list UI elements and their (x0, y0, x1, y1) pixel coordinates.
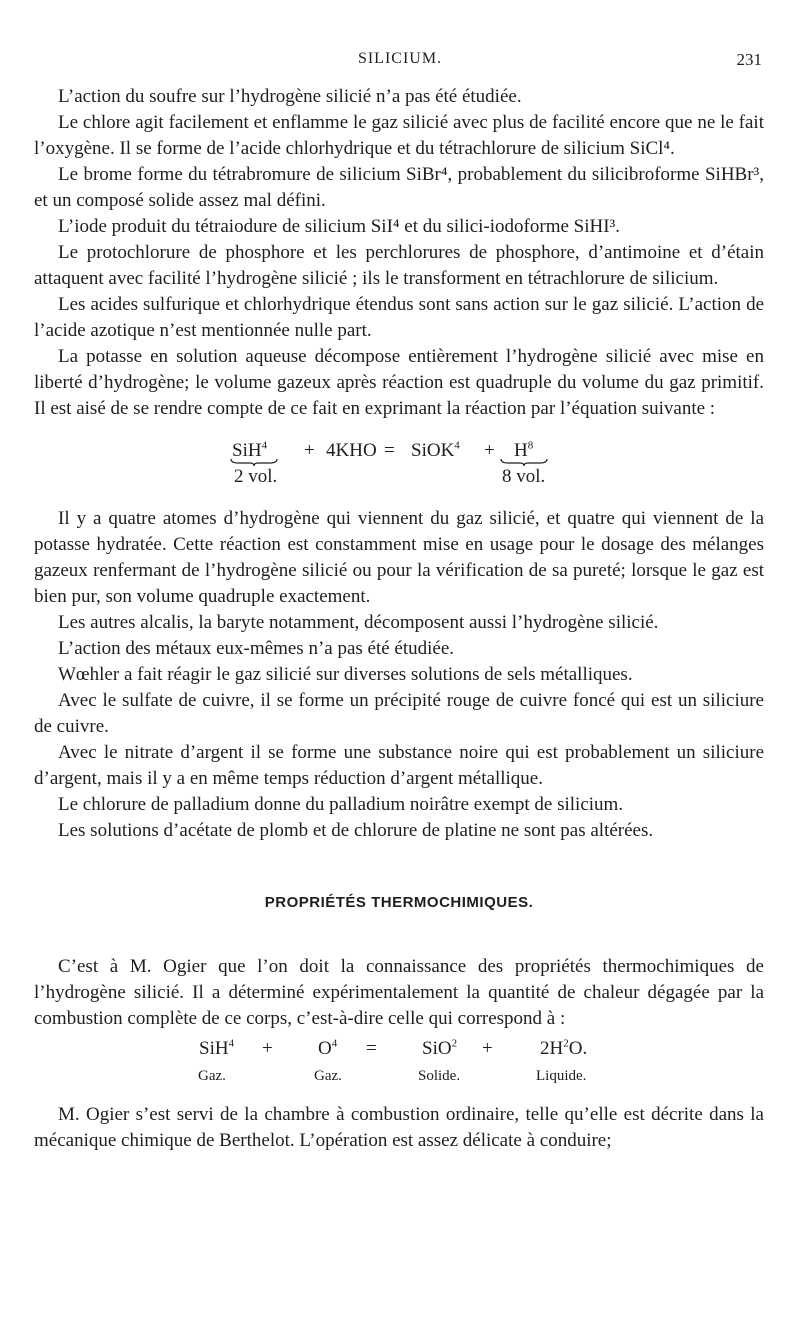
paragraph: Les acides sulfurique et chlorhydrique étendus sont sans action sur le gaz silicié. L’action de l’acide azotique n’est mentionnée nulle part. (34, 294, 764, 341)
equation-term: $2H^2O$. (540, 1037, 588, 1059)
paragraph: Les solutions d’acétate de plomb et de chlorure de platine ne sont pas altérées. (58, 820, 654, 841)
reaction-equation (34, 434, 764, 492)
state-label: Liquide. (536, 1068, 587, 1084)
volume-label: 8 vol. (502, 466, 546, 487)
equation-term: $O^4$ (318, 1037, 338, 1059)
paragraph: Le brome forme du tétrabromure de silicium SiBr⁴, probablement du silicibroforme SiHBr³, et un composé solide assez mal défini. (34, 164, 764, 211)
paragraph: Il y a quatre atomes d’hydrogène qui viennent du gaz silicié, et quatre qui viennent de la potasse hydratée. Cette réaction est constamment mise en usage pour le dosage des mélanges gazeux renfermant de l’hydrogène silicié ou pour la vérification de sa pureté; lorsque le gaz est bien pur, son volume quadruple exactement. (34, 508, 764, 607)
plus-sign: + (482, 1038, 493, 1059)
page-header (0, 50, 800, 74)
plus-sign: + (304, 440, 315, 461)
paragraph: La potasse en solution aqueuse décompose entièrement l’hydrogène silicié avec mise en liberté d’hydrogène; le volume gazeux après réaction est quadruple du volume du gaz primitif. Il est aisé de se rendre compte de ce fait en exprimant la réaction par l’équation suivante : (34, 346, 764, 419)
running-title: SILICIUM. (357, 50, 443, 67)
equation-term: SiH$^4$ (199, 1037, 235, 1059)
equation-term: SiO$^2$ (422, 1037, 458, 1059)
paragraph: L’iode produit du tétraiodure de silicium SiI⁴ et du silici-iodoforme SiHI³. (58, 216, 620, 237)
paragraph: L’action du soufre sur l’hydrogène silicié n’a pas été étudiée. (58, 86, 522, 107)
equation-term: $H^8$ (514, 439, 534, 461)
paragraph: Wœhler a fait réagir le gaz silicié sur diverses solutions de sels métalliques. (58, 664, 633, 685)
plus-sign: + (484, 440, 495, 461)
volume-label: 2 vol. (234, 466, 278, 487)
equals-sign: = (366, 1038, 377, 1059)
body-text (34, 84, 764, 1154)
paragraph: Le chlorure de palladium donne du palladium noirâtre exempt de silicium. (58, 794, 624, 815)
section-heading: PROPRIÉTÉS THERMOCHIMIQUES. (264, 894, 534, 911)
paragraph: Les autres alcalis, la baryte notamment, décomposent aussi l’hydrogène silicié. (58, 612, 659, 633)
equation-term: SiH$^4$ (232, 439, 268, 461)
paragraph: Le chlore agit facilement et enflamme le gaz silicié avec plus de facilité encore que ne le fait l’oxygène. Il se forme de l’acide chlorhydrique et du tétrachlorure de silicium SiCl⁴. (34, 112, 764, 159)
state-label: Gaz. (314, 1068, 342, 1084)
paragraph: Avec le sulfate de cuivre, il se forme un précipité rouge de cuivre foncé qui est un siliciure de cuivre. (34, 690, 764, 737)
equation-term: 4KHO (326, 440, 377, 461)
state-label: Solide. (418, 1068, 461, 1084)
paragraph: C’est à M. Ogier que l’on doit la connaissance des propriétés thermochimiques de l’hydrogène silicié. Il a déterminé expérimentalement la quantité de chaleur dégagée par la combustion complète de ce corps, c’est-à-dire celle qui correspond à : (34, 956, 764, 1029)
page-number: 231 (736, 50, 762, 69)
equals-sign: = (384, 440, 395, 461)
paragraph: Avec le nitrate d’argent il se forme une substance noire qui est probablement un siliciure d’argent, mais il y a en même temps réduction d’argent métallique. (34, 742, 764, 789)
state-label: Gaz. (198, 1068, 226, 1084)
equation-term: SiOK$^4$ (411, 439, 460, 461)
combustion-equation (34, 1036, 764, 1092)
paragraph: M. Ogier s’est servi de la chambre à combustion ordinaire, telle qu’elle est décrite dans la mécanique chimique de Berthelot. L’opération est assez délicate à conduire; (34, 1104, 764, 1151)
paragraph: L’action des métaux eux-mêmes n’a pas été étudiée. (58, 638, 455, 659)
plus-sign: + (262, 1038, 273, 1059)
paragraph: Le protochlorure de phosphore et les perchlorures de phosphore, d’antimoine et d’étain attaquent avec facilité l’hydrogène silicié ; ils le transforment en tétrachlorure de silicium. (34, 242, 764, 289)
